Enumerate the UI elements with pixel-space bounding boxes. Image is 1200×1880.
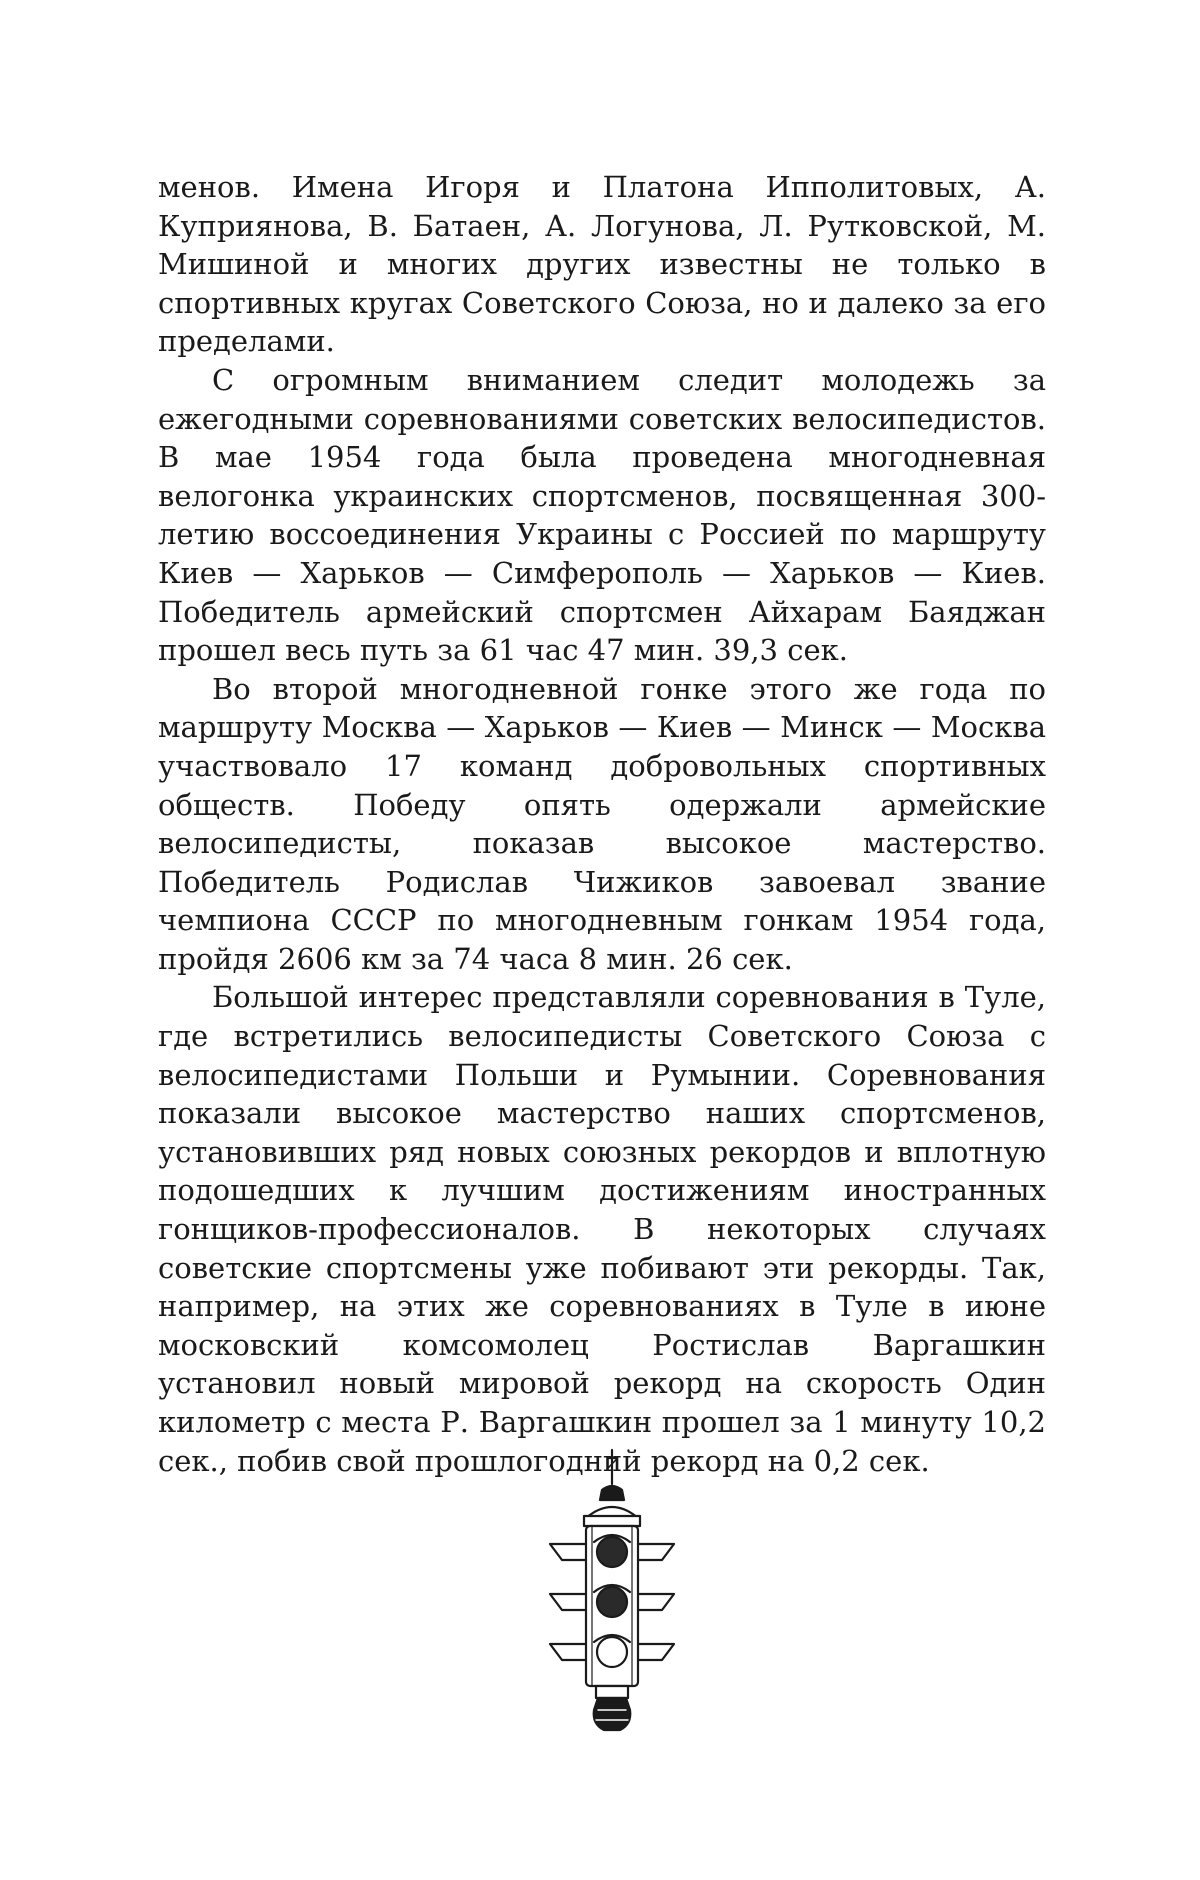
paragraph-4: Большой интерес представляли соревнования в Туле, где встретились велосипедисты Советского Союза с велосипедистами Польши и Румынии. Соревнования показали высокое мастерство наших спортсменов, установивших ряд новых союзных рекордов и вплотную подошедших к лучшим достижениям иностранных гонщиков-профессионалов. В некоторых случаях советские спортсмены уже побивают эти рекорды. Так, например, на этих же соревнованиях в Туле в июне московский комсомолец Ростислав Варгашкин установил новый мировой рекорд на скорость Один километр с места Р. Варгашкин прошел за 1 минуту 10,2 сек., побив свой прошлогодний рекорд на 0,2 сек.: [158, 980, 1046, 1478]
paragraph-3: Во второй многодневной гонке этого же года по маршруту Москва — Харьков — Киев — Минск — Москва участвовало 17 команд добровольных спортивных обществ. Победу опять одержали армейские велосипедисты, показав высокое мастерство. Победитель Родислав Чижиков завоевал звание чемпиона СССР по многодневным гонкам 1954 года, пройдя 2606 км за 74 часа 8 мин. 26 сек.: [158, 671, 1046, 976]
paragraph-1: менов. Имена Игоря и Платона Ипполитовых, А. Куприянова, В. Батаен, А. Логунова, Л. Рутковской, М. Мишиной и многих других известны не только в спортивных кругах Советского Союза, но и далеко за его пределами.: [158, 170, 1046, 359]
paragraph-2: С огромным вниманием следит молодежь за ежегодными соревнованиями советских велосипедистов. В мае 1954 года была проведена многодневная велогонка украинских спортсменов, посвященная 300-летию воссоединения Украины с Россией по маршруту Киев — Харьков — Симферополь — Харьков — Киев. Победитель армейский спортсмен Айхарам Баяджан прошел весь путь за 61 час 47 мин. 39,3 сек.: [158, 362, 1046, 668]
traffic-light-icon: [540, 1448, 700, 1738]
text-block: [158, 168, 1046, 1480]
